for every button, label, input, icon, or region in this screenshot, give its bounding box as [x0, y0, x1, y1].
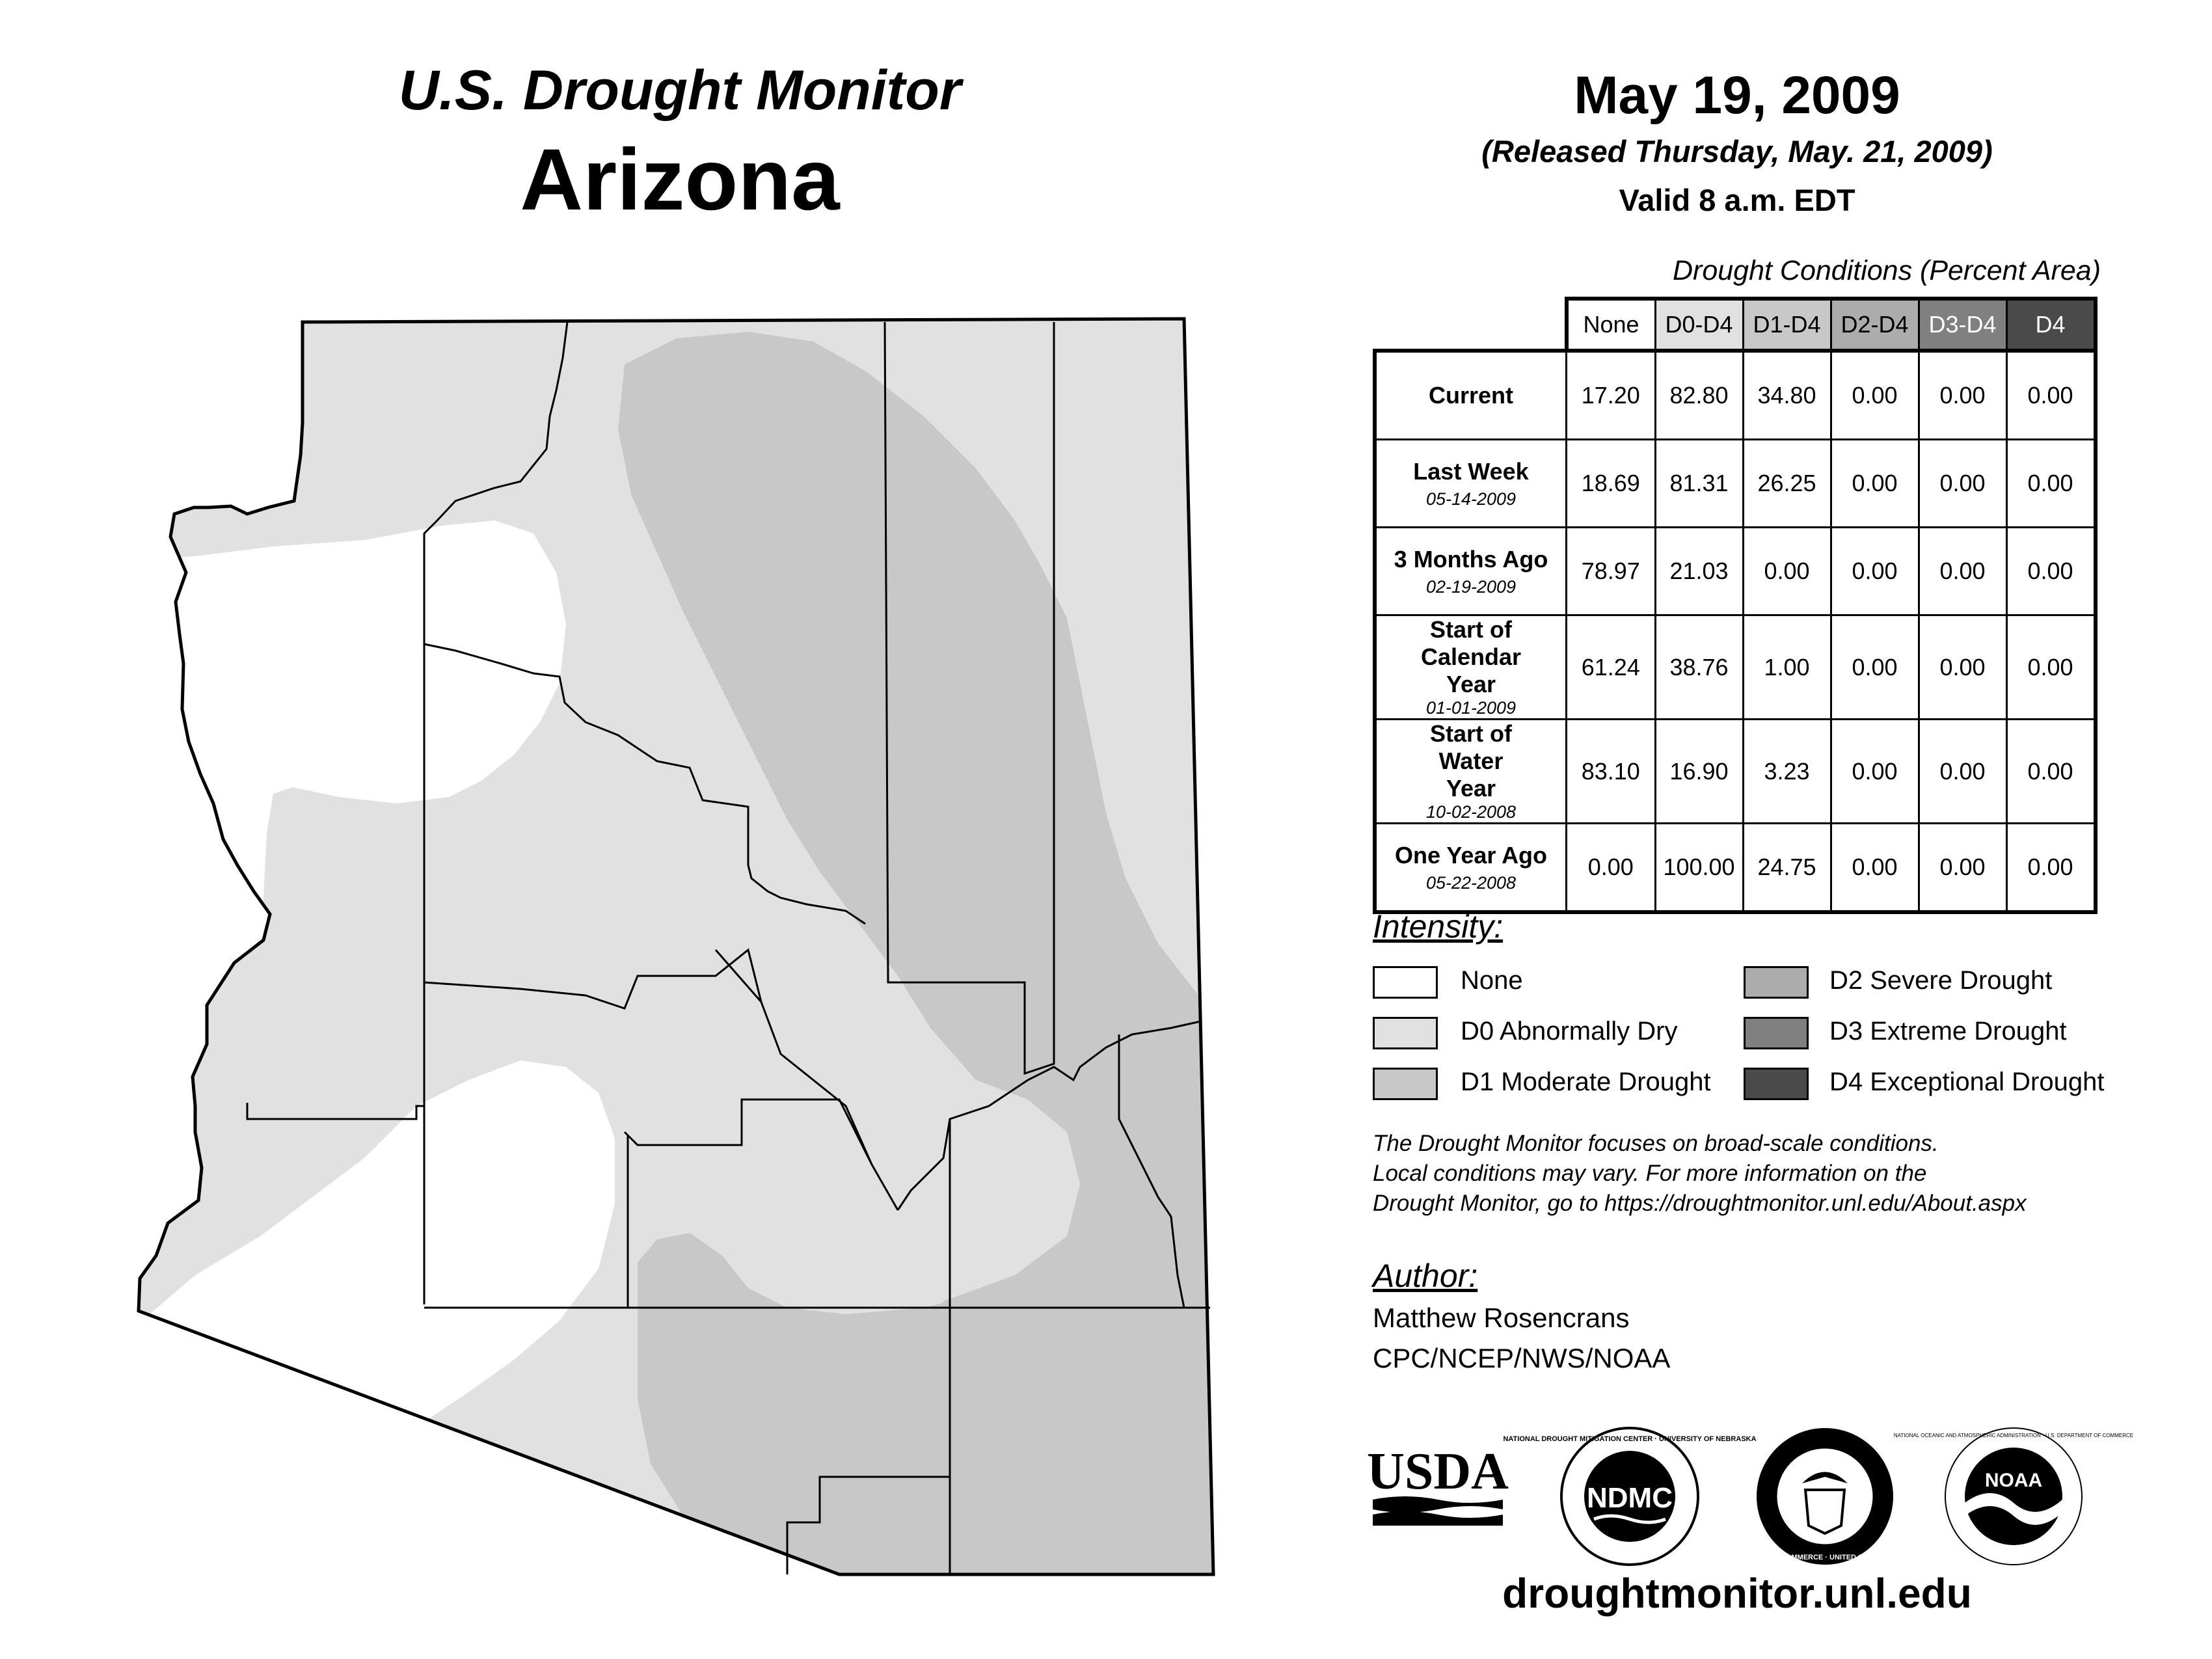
table-cell: 17.20: [1567, 351, 1656, 440]
legend-swatch-d4: [1744, 1068, 1809, 1100]
row-label-3-months-ago: 3 Months Ago: [1394, 545, 1548, 573]
legend-swatch-d2: [1744, 966, 1809, 999]
legend-title: Intensity:: [1373, 908, 1504, 945]
table-cell: 38.76: [1655, 615, 1743, 720]
table-cell: 0.00: [1831, 824, 1919, 913]
legend-swatch-d3: [1744, 1017, 1809, 1049]
table-cell: 21.03: [1655, 528, 1743, 615]
about-link[interactable]: Drought Monitor, go to https://droughtmonitor.unl.edu/About.aspx: [1373, 1191, 2027, 1216]
table-cell: 61.24: [1567, 615, 1656, 720]
row-date: 05-22-2008: [1425, 872, 1517, 893]
svg-text:NOAA: NOAA: [1984, 1470, 2043, 1491]
usda-logo-icon: [1367, 1438, 1509, 1535]
table-cell: 26.25: [1743, 440, 1831, 528]
table-row: [1375, 720, 2096, 824]
legend-swatch-d1: [1373, 1068, 1438, 1100]
table-cell: 0.00: [1831, 528, 1919, 615]
table-cell: 0.00: [2006, 528, 2096, 615]
table-cell: 0.00: [1919, 440, 2006, 528]
table-cell: 0.00: [2006, 824, 2096, 913]
table-row: [1375, 824, 2096, 913]
table-cell: 0.00: [1919, 720, 2006, 824]
table-caption: Drought Conditions (Percent Area): [1672, 255, 2101, 286]
author-org: CPC/NCEP/NWS/NOAA: [1373, 1343, 1671, 1373]
drought-statistics-table: [1373, 297, 2097, 914]
table-cell: 0.00: [1919, 351, 2006, 440]
table-cell: 0.00: [1743, 528, 1831, 615]
table-cell: 0.00: [1919, 824, 2006, 913]
map-date: May 19, 2009: [1574, 66, 1900, 125]
map-program-title: U.S. Drought Monitor: [398, 59, 962, 122]
table-cell: 0.00: [1919, 615, 2006, 720]
website-link[interactable]: droughtmonitor.unl.edu: [1502, 1570, 1972, 1617]
table-row: [1375, 615, 2096, 720]
legend-label-d1: D1 Moderate Drought: [1461, 1068, 1711, 1096]
disclaimer-note: The Drought Monitor focuses on broad-scale conditions. Local conditions may vary. For more information on the Drought Monitor, go to https://droughtmonitor.unl.edu/About.aspx: [1373, 1129, 2140, 1219]
legend-swatch-none: [1373, 966, 1438, 999]
valid-time: Valid 8 a.m. EDT: [1619, 183, 1855, 217]
col-header-none: None: [1567, 299, 1656, 351]
author-name: Matthew Rosencrans: [1373, 1302, 1630, 1333]
table-cell: 0.00: [1919, 528, 2006, 615]
row-label-start-of-calendar-year: Start of Calendar Year: [1420, 616, 1522, 697]
table-cell: 0.00: [1831, 720, 1919, 824]
department-of-commerce-seal-icon: [1717, 1422, 1933, 1571]
legend-label-none: None: [1461, 966, 1523, 995]
row-date: 05-14-2009: [1425, 489, 1517, 509]
col-header-d1-d4: D1-D4: [1743, 299, 1831, 351]
table-row: [1375, 440, 2096, 528]
legend-label-d4: D4 Exceptional Drought: [1829, 1068, 2105, 1096]
table-cell: 0.00: [2006, 351, 2096, 440]
table-cell: 1.00: [1743, 615, 1831, 720]
legend-label-d0: D0 Abnormally Dry: [1461, 1017, 1678, 1045]
table-cell: 0.00: [1567, 824, 1656, 913]
release-date: (Released Thursday, May. 21, 2009): [1481, 134, 1993, 169]
table-cell: 16.90: [1655, 720, 1743, 824]
table-cell: 0.00: [1831, 351, 1919, 440]
table-cell: 81.31: [1655, 440, 1743, 528]
svg-text:NDMC: NDMC: [1587, 1482, 1673, 1514]
table-row: [1375, 528, 2096, 615]
ndmc-logo-icon: [1503, 1422, 1757, 1571]
row-date: 10-02-2008: [1425, 802, 1517, 822]
table-cell: 0.00: [1831, 615, 1919, 720]
table-cell: 0.00: [2006, 615, 2096, 720]
legend-label-d3: D3 Extreme Drought: [1829, 1017, 2067, 1045]
svg-text:NATIONAL DROUGHT MITIGATION CE: NATIONAL DROUGHT MITIGATION CENTER · UNIVERSITY OF NEBRASKA: [1503, 1435, 1757, 1443]
row-date: 01-01-2009: [1425, 698, 1517, 718]
row-label-last-week: Last Week: [1413, 457, 1529, 485]
author-title: Author:: [1373, 1258, 1478, 1294]
table-cell: 100.00: [1655, 824, 1743, 913]
table-row: [1375, 351, 2096, 440]
table-cell: 24.75: [1743, 824, 1831, 913]
table-cell: 34.80: [1743, 351, 1831, 440]
table-cell: 78.97: [1567, 528, 1656, 615]
table-cell: 82.80: [1655, 351, 1743, 440]
row-label-start-of-water-year: Start of Water Year: [1430, 720, 1512, 802]
author-block: [1373, 1298, 1670, 1379]
col-header-d4: D4: [2006, 299, 2096, 351]
table-cell: 18.69: [1567, 440, 1656, 528]
row-label-current: Current: [1428, 382, 1513, 409]
table-cell: 83.10: [1567, 720, 1656, 824]
svg-text:DEPARTMENT OF COMMERCE · UNITE: DEPARTMENT OF COMMERCE · UNITED STATES OF AMERICA: [1717, 1554, 1933, 1561]
table-cell: 0.00: [1831, 440, 1919, 528]
table-cell: 0.00: [2006, 440, 2096, 528]
svg-text:NATIONAL OCEANIC AND ATMOSPHER: NATIONAL OCEANIC AND ATMOSPHERIC ADMINISTRATION · U.S. DEPARTMENT OF COMMERCE: [1893, 1433, 2134, 1438]
row-date: 02-19-2009: [1425, 576, 1517, 597]
map-state-title: Arizona: [520, 131, 840, 228]
legend-label-d2: D2 Severe Drought: [1829, 966, 2053, 995]
table-cell: 0.00: [2006, 720, 2096, 824]
col-header-d2-d4: D2-D4: [1831, 299, 1919, 351]
col-header-d0-d4: D0-D4: [1655, 299, 1743, 351]
svg-text:USDA: USDA: [1367, 1443, 1509, 1500]
noaa-logo-icon: [1893, 1422, 2134, 1571]
table-cell: 3.23: [1743, 720, 1831, 824]
row-label-one-year-ago: One Year Ago: [1394, 841, 1548, 869]
legend-swatch-d0: [1373, 1017, 1438, 1049]
col-header-d3-d4: D3-D4: [1919, 299, 2006, 351]
